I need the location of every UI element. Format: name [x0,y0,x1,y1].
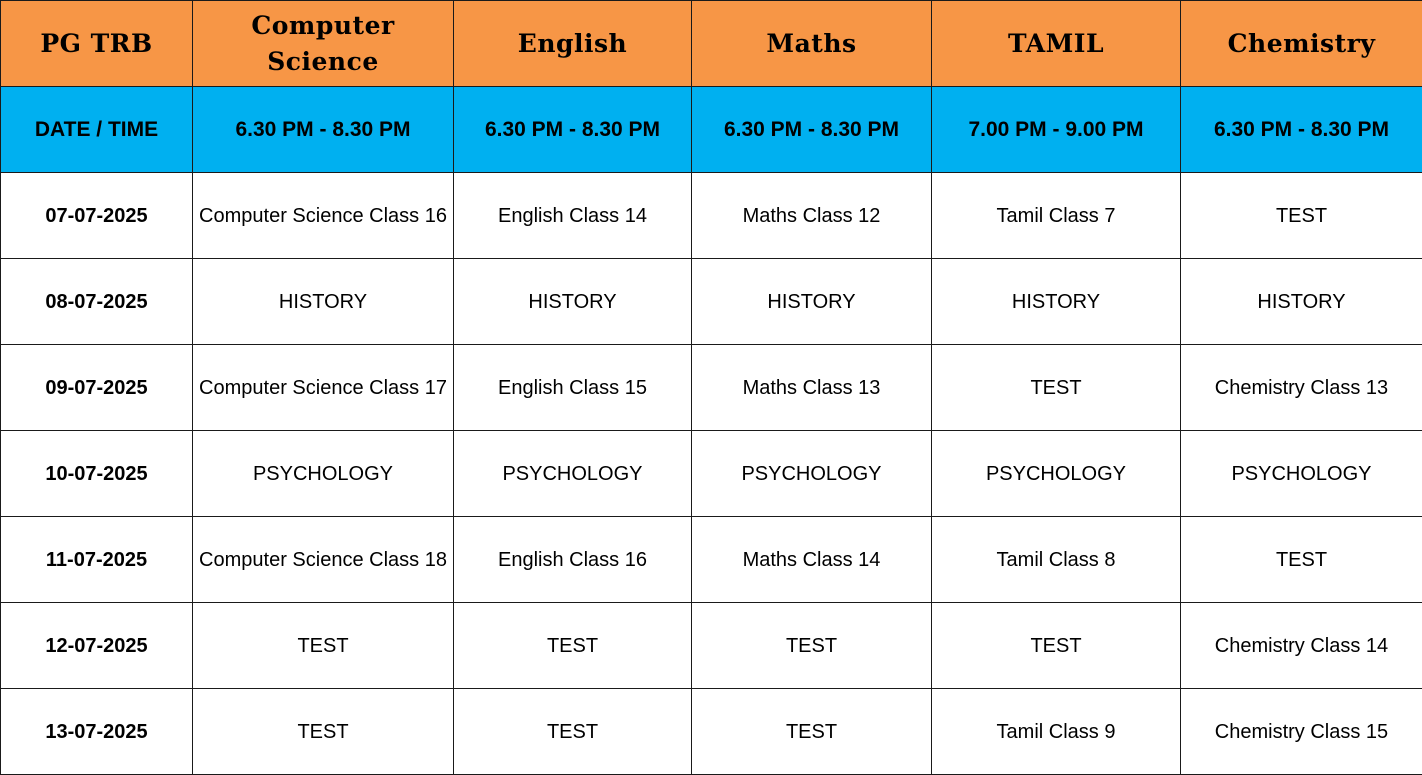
class-cell: PSYCHOLOGY [454,431,692,517]
class-cell: HISTORY [932,259,1181,345]
subject-header-tamil: TAMIL [932,1,1181,87]
class-cell: PSYCHOLOGY [692,431,932,517]
date-cell: 10-07-2025 [1,431,193,517]
date-cell: 09-07-2025 [1,345,193,431]
class-cell: TEST [193,689,454,775]
class-cell: HISTORY [193,259,454,345]
class-cell: Chemistry Class 14 [1181,603,1422,689]
class-cell: Maths Class 13 [692,345,932,431]
time-row-label: DATE / TIME [1,87,193,173]
class-cell: TEST [1181,517,1422,603]
class-cell: Tamil Class 7 [932,173,1181,259]
class-cell: TEST [1181,173,1422,259]
table-row [1,259,1422,345]
class-cell: TEST [692,603,932,689]
class-cell: TEST [932,603,1181,689]
date-cell: 13-07-2025 [1,689,193,775]
class-cell: TEST [692,689,932,775]
class-cell: Tamil Class 9 [932,689,1181,775]
class-cell: TEST [932,345,1181,431]
class-cell: English Class 14 [454,173,692,259]
class-cell: TEST [454,603,692,689]
table-row [1,431,1422,517]
class-cell: Maths Class 14 [692,517,932,603]
time-cell: 7.00 PM - 9.00 PM [932,87,1181,173]
class-cell: TEST [454,689,692,775]
time-cell: 6.30 PM - 8.30 PM [692,87,932,173]
table-row [1,173,1422,259]
class-cell: Chemistry Class 13 [1181,345,1422,431]
class-cell: Maths Class 12 [692,173,932,259]
class-cell: PSYCHOLOGY [193,431,454,517]
subject-header-chemistry: Chemistry [1181,1,1422,87]
class-cell: PSYCHOLOGY [1181,431,1422,517]
class-cell: English Class 16 [454,517,692,603]
table-row [1,603,1422,689]
time-cell: 6.30 PM - 8.30 PM [193,87,454,173]
class-cell: Computer Science Class 16 [193,173,454,259]
time-row [1,87,1422,173]
class-cell: Tamil Class 8 [932,517,1181,603]
class-cell: Chemistry Class 15 [1181,689,1422,775]
table-row [1,517,1422,603]
date-cell: 12-07-2025 [1,603,193,689]
table-row [1,345,1422,431]
date-cell: 07-07-2025 [1,173,193,259]
subject-header-english: English [454,1,692,87]
class-cell: English Class 15 [454,345,692,431]
subject-header-maths: Maths [692,1,932,87]
time-cell: 6.30 PM - 8.30 PM [454,87,692,173]
date-cell: 08-07-2025 [1,259,193,345]
time-cell: 6.30 PM - 8.30 PM [1181,87,1422,173]
subject-header-computer-science: Computer Science [193,1,454,87]
class-cell: PSYCHOLOGY [932,431,1181,517]
class-cell: Computer Science Class 17 [193,345,454,431]
class-cell: HISTORY [1181,259,1422,345]
class-cell: HISTORY [454,259,692,345]
class-cell: TEST [193,603,454,689]
table-row [1,689,1422,775]
class-cell: Computer Science Class 18 [193,517,454,603]
class-cell: HISTORY [692,259,932,345]
date-cell: 11-07-2025 [1,517,193,603]
corner-header: PG TRB [1,1,193,87]
header-row [1,1,1422,87]
